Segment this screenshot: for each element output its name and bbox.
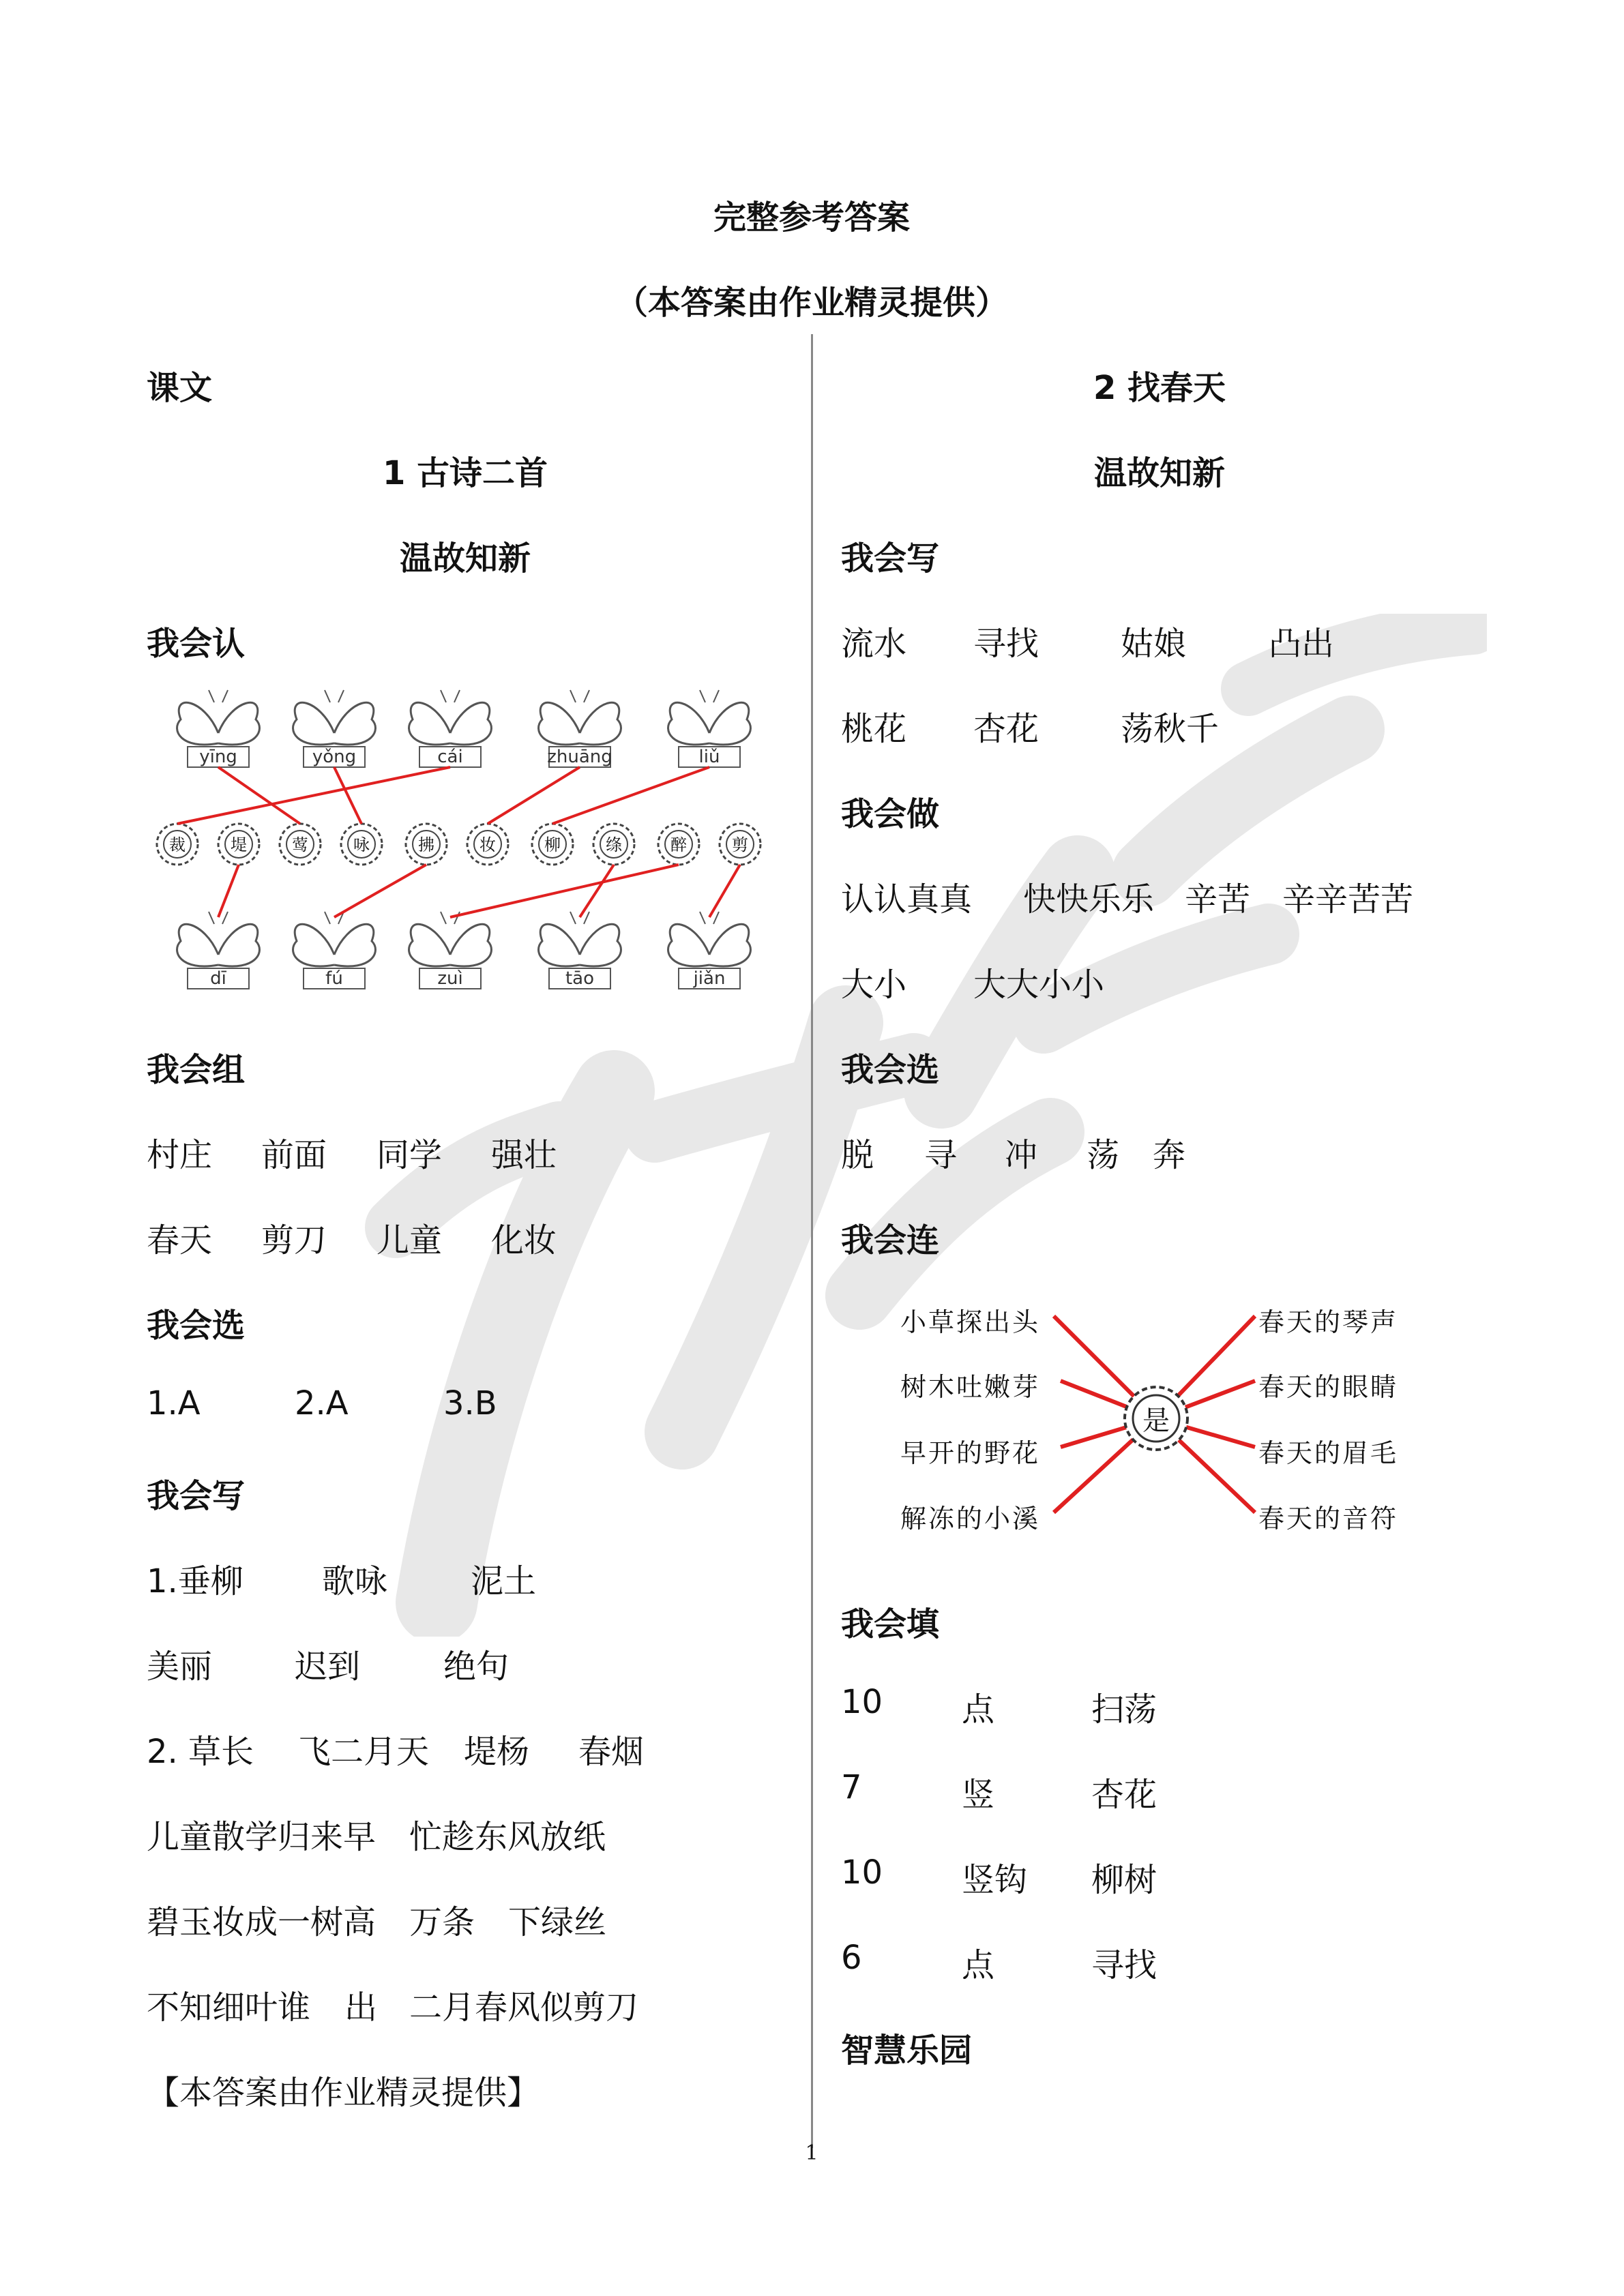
connect-center-char: 是: [1142, 1405, 1170, 1437]
do-heading: 我会做: [841, 795, 940, 833]
butterfly-top: [668, 690, 751, 767]
write-item: 美丽: [147, 1648, 213, 1686]
write-item: 绝句: [443, 1648, 510, 1686]
do-word: 大大小小: [973, 966, 1105, 1004]
fill-cell: 点: [962, 1946, 995, 1984]
fill-cell: 10: [841, 1683, 883, 1721]
choose-char: 冲: [1005, 1136, 1038, 1174]
character-flower: [218, 824, 259, 865]
character-flower: [406, 824, 447, 865]
character-flower: [280, 824, 321, 865]
write-word: 杏花: [973, 710, 1039, 748]
fill-cell: 6: [841, 1939, 862, 1977]
match-line: [709, 865, 740, 917]
write-item: 下绿丝: [508, 1903, 607, 1941]
fill-cell: 7: [841, 1768, 862, 1806]
section-label: 课文: [147, 369, 213, 407]
pinyin-label: zuì: [437, 968, 463, 989]
match-line: [450, 865, 679, 917]
write-word: 桃花: [841, 710, 907, 748]
answer-source-note: 【本答案由作业精灵提供】: [147, 2074, 540, 2112]
write-heading: 我会写: [147, 1477, 246, 1515]
pinyin-label: liǔ: [698, 747, 720, 767]
connect-left-item: 小草探出头: [900, 1307, 1041, 1337]
character-label: 咏: [353, 835, 370, 854]
page-number: 1: [805, 2141, 818, 2165]
butterfly-bottom: [668, 912, 751, 989]
pinyin-label: tāo: [565, 968, 595, 989]
match-line: [552, 767, 709, 824]
do-word: 辛苦: [1185, 880, 1251, 919]
match-line: [218, 767, 300, 824]
choose-heading: 我会选: [147, 1307, 246, 1345]
character-label: 堤: [231, 835, 247, 854]
pinyin-label: yǒng: [312, 747, 357, 767]
pinyin-label: dī: [210, 968, 226, 989]
character-label: 醉: [670, 835, 687, 854]
connect-right-item: 春天的琴声: [1258, 1307, 1399, 1337]
write-item: 二月春风似剪刀: [409, 1988, 639, 2027]
butterfly-top: [293, 690, 376, 767]
compose-word: 强壮: [491, 1136, 557, 1174]
lesson-title: 1 古诗二首: [382, 454, 548, 492]
recognize-heading: 我会认: [147, 625, 246, 663]
pinyin-label: yīng: [199, 747, 237, 767]
do-word: 快快乐乐: [1023, 880, 1155, 919]
compose-word: 同学: [377, 1136, 443, 1174]
butterfly-top: [539, 690, 621, 767]
match-line: [177, 767, 450, 824]
compose-word: 前面: [261, 1136, 327, 1174]
choose-char: 荡: [1087, 1136, 1120, 1174]
fill-cell: 杏花: [1091, 1776, 1157, 1814]
compose-word: 化妆: [491, 1221, 557, 1259]
compose-word: 儿童: [377, 1221, 443, 1259]
fill-cell: 竖: [962, 1776, 995, 1814]
connect-right-item: 春天的眉毛: [1258, 1438, 1399, 1468]
butterfly-top: [409, 690, 492, 767]
review-heading: 温故知新: [399, 539, 531, 578]
character-label: 绦: [606, 835, 622, 854]
character-flower: [341, 824, 382, 865]
write-word: 流水: [841, 625, 907, 663]
connect-right-item: 春天的音符: [1258, 1504, 1399, 1534]
fill-cell: 竖钩: [962, 1861, 1028, 1899]
fill-cell: 点: [962, 1690, 995, 1729]
write-item: 忙趁东风放纸: [409, 1818, 606, 1856]
compose-heading: 我会组: [147, 1051, 246, 1089]
choose-char: 奔: [1153, 1136, 1186, 1174]
character-flower: [720, 824, 761, 865]
character-label: 剪: [732, 835, 748, 854]
pinyin-label: jiǎn: [693, 968, 726, 989]
connect-figure: [887, 1289, 1432, 1548]
choose-char: 脱: [841, 1136, 874, 1174]
recognize-matching-figure: [153, 682, 767, 1009]
column-divider: [811, 334, 813, 2148]
butterfly-bottom: [293, 912, 376, 989]
character-label: 妆: [479, 835, 496, 854]
character-label: 莺: [292, 835, 308, 854]
fill-cell: 10: [841, 1853, 883, 1892]
pinyin-label: zhuāng: [547, 747, 612, 767]
pinyin-label: cái: [437, 747, 463, 767]
write-word: 姑娘: [1121, 625, 1187, 663]
character-flower: [658, 824, 699, 865]
choose-answer: 3.B: [443, 1384, 497, 1422]
write-item: 1.垂柳: [147, 1562, 243, 1600]
write-word: 寻找: [973, 625, 1039, 663]
character-flower: [157, 824, 198, 865]
butterfly-bottom: [177, 912, 260, 989]
compose-word: 春天: [147, 1221, 213, 1259]
write-item: 儿童散学归来早: [147, 1818, 377, 1856]
write-item: 泥土: [471, 1562, 537, 1600]
character-label: 柳: [544, 835, 561, 854]
character-flower: [532, 824, 573, 865]
review-heading-2: 温故知新: [1093, 454, 1226, 492]
choose-char: 寻: [924, 1136, 958, 1174]
character-label: 裁: [169, 835, 186, 854]
match-line: [488, 767, 580, 824]
connect-left-item: 树木吐嫩芽: [900, 1372, 1041, 1402]
character-flower: [593, 824, 634, 865]
write-item: 2. 草长: [147, 1733, 254, 1771]
fill-heading: 我会填: [841, 1605, 940, 1643]
write-item: 不知细叶谁: [147, 1988, 311, 2027]
compose-word: 村庄: [147, 1136, 213, 1174]
write-word: 荡秋千: [1121, 710, 1220, 748]
connect-left-item: 早开的野花: [900, 1438, 1041, 1468]
fill-cell: 柳树: [1091, 1861, 1157, 1899]
choose-heading-2: 我会选: [841, 1051, 940, 1089]
page-title: 完整参考答案: [713, 198, 911, 237]
butterfly-bottom: [409, 912, 492, 989]
match-line: [334, 767, 361, 824]
write-item: 歌咏: [322, 1562, 388, 1600]
choose-answer: 1.A: [147, 1384, 201, 1422]
write-item: 万条: [409, 1903, 475, 1941]
choose-answer: 2.A: [295, 1384, 349, 1422]
character-label: 拂: [418, 835, 434, 854]
butterfly-bottom: [539, 912, 621, 989]
page-subtitle: （本答案由作业精灵提供）: [615, 284, 1009, 322]
wisdom-heading: 智慧乐园: [841, 2031, 973, 2070]
fill-cell: 寻找: [1091, 1946, 1157, 1984]
write-item: 出: [344, 1988, 378, 2027]
write-heading-2: 我会写: [841, 539, 940, 578]
write-item: 飞二月天: [298, 1733, 430, 1771]
character-flower: [467, 824, 508, 865]
lesson-title-2: 2 找春天: [1093, 369, 1226, 407]
match-line: [218, 865, 239, 917]
do-word: 认认真真: [841, 880, 973, 919]
write-word: 凸出: [1269, 625, 1335, 663]
fill-cell: 扫荡: [1091, 1690, 1157, 1729]
match-line: [580, 865, 614, 917]
connect-right-item: 春天的眼睛: [1258, 1372, 1399, 1402]
write-item: 堤杨: [464, 1733, 530, 1771]
write-item: 碧玉妆成一树高: [147, 1903, 377, 1941]
pinyin-label: fú: [325, 968, 343, 989]
write-item: 春烟: [578, 1733, 645, 1771]
write-item: 迟到: [295, 1648, 361, 1686]
connect-heading: 我会连: [841, 1221, 940, 1259]
do-word: 大小: [841, 966, 907, 1004]
compose-word: 剪刀: [261, 1221, 327, 1259]
connect-left-item: 解冻的小溪: [900, 1504, 1041, 1534]
butterfly-top: [177, 690, 260, 767]
match-line: [334, 865, 426, 917]
do-word: 辛辛苦苦: [1282, 880, 1414, 919]
